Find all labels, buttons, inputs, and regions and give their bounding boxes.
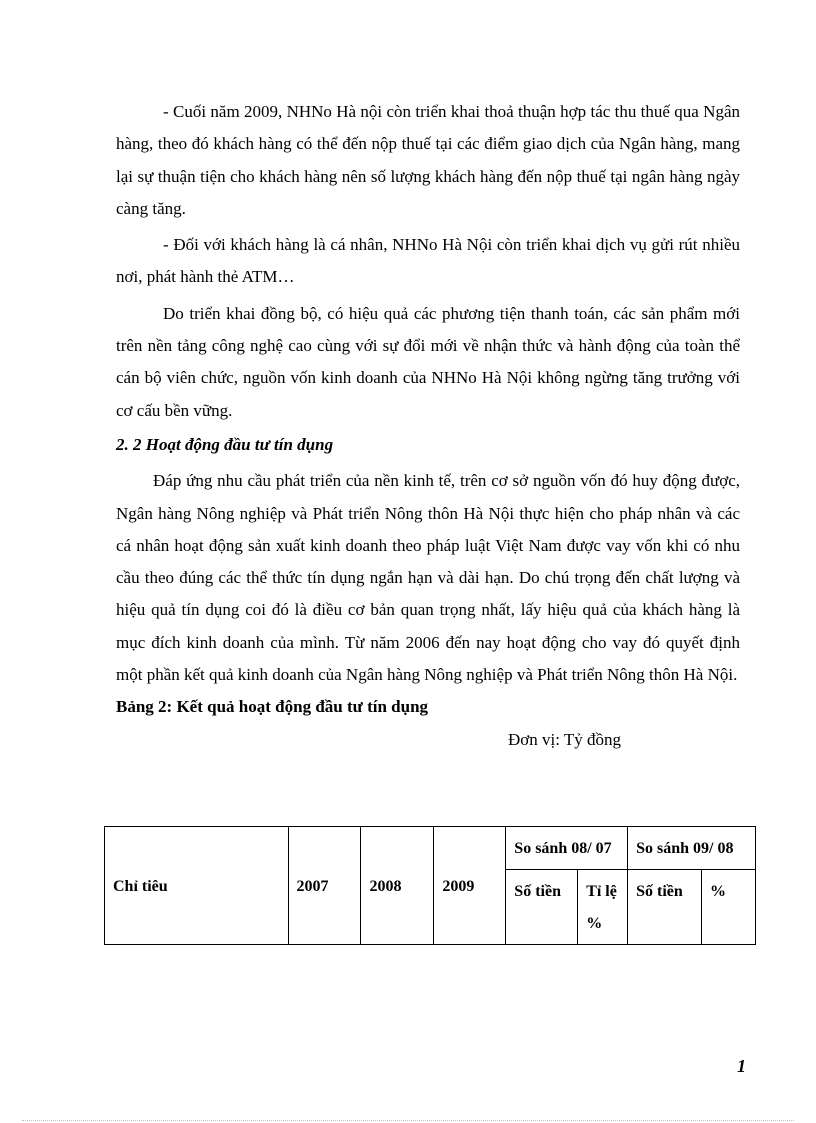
paragraph-capital-growth: Do triển khai đồng bộ, có hiệu quả các phương tiện thanh toán, các sản phẩm mới trên nền tảng công nghệ cao cùng với sự đổi mới về nhận thức và hành động của toàn thể cán bộ viên chức, nguồn vốn kinh doanh của NHNo Hà Nội không ngừng tăng trưởng với cơ cấu bền vững. [116, 303, 740, 420]
table-header-row-1 [105, 827, 756, 870]
header-amount-08-07: Số tiền [506, 870, 578, 945]
section-heading: 2. 2 Hoạt động đầu tư tín dụng [116, 434, 334, 454]
header-indicator: Chỉ tiêu [105, 827, 289, 945]
header-2007: 2007 [288, 827, 361, 945]
header-ratio-08-07: Tỉ lệ % [578, 870, 628, 945]
paragraph-individual-customers: - Đối với khách hàng là cá nhân, NHNo Hà Nội còn triển khai dịch vụ gửi rút nhiều nơi, phát hành thẻ ATM… [116, 235, 740, 287]
table-unit-label: Đơn vị: Tỷ đồng [508, 729, 622, 749]
credit-results-table [104, 826, 756, 945]
header-2008: 2008 [361, 827, 434, 945]
document-body [116, 96, 740, 756]
header-ratio-09-08: % [702, 870, 756, 945]
table-caption: Bảng 2: Kết quả hoạt động đầu tư tín dụng [116, 697, 429, 717]
header-amount-09-08: Số tiền [628, 870, 702, 945]
header-compare-09-08: So sánh 09/ 08 [628, 827, 756, 870]
header-2009: 2009 [434, 827, 506, 945]
footer-divider [22, 1120, 794, 1121]
paragraph-tax-collection: - Cuối năm 2009, NHNo Hà nội còn triển khai thoả thuận hợp tác thu thuế qua Ngân hàng, theo đó khách hàng có thể đến nộp thuế tại các điểm giao dịch của Ngân hàng, mang lại sự thuận tiện cho khách hàng nên số lượng khách hàng đến nộp thuế tại ngân hàng ngày càng tăng. [116, 102, 740, 218]
page-number: 1 [737, 1056, 746, 1076]
paragraph-credit-investment: Đáp ứng nhu cầu phát triển của nền kinh tế, trên cơ sở nguồn vốn đó huy động được, Ngân hàng Nông nghiệp và Phát triển Nông thôn Hà Nội thực hiện cho pháp nhân và các cá nhân hoạt động sản xuất kinh doanh theo pháp luật Việt Nam được vay vốn khi có nhu cầu theo đúng các thể thức tín dụng ngắn hạn và dài hạn. Do chú trọng đến chất lượng và hiệu quả tín dụng coi đó là điều cơ bản quan trọng nhất, lấy hiệu quả của khách hàng là mục đích kinh doanh của mình. Từ năm 2006 đến nay hoạt động cho vay đó quyết định một phần kết quả kinh doanh của Ngân hàng Nông nghiệp và Phát triển Nông thôn Hà Nội. [116, 471, 740, 685]
header-compare-08-07: So sánh 08/ 07 [506, 827, 628, 870]
